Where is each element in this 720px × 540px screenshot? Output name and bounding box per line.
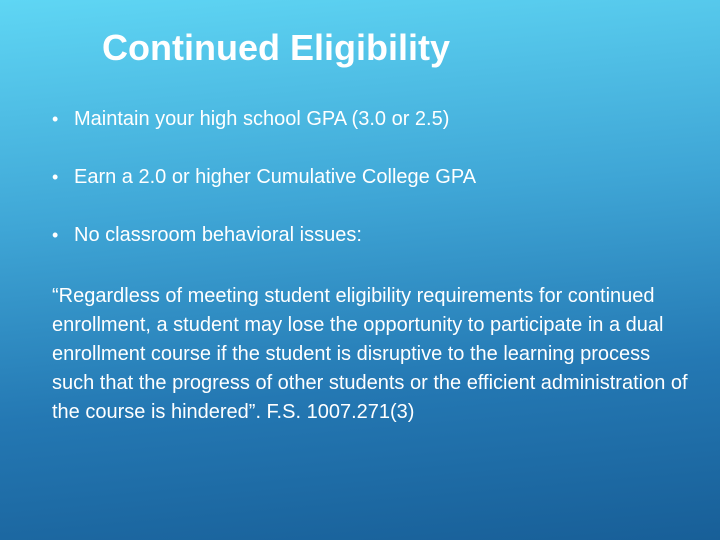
bullet-list: [52, 104, 692, 278]
bullet-item: [52, 104, 692, 162]
bullet-text: No classroom behavioral issues:: [74, 224, 362, 246]
bullet-item: [52, 162, 692, 220]
bullet-text: Maintain your high school GPA (3.0 or 2.5): [74, 108, 450, 130]
slide-title: Continued Eligibility: [102, 27, 450, 68]
bullet-item: [52, 220, 692, 278]
bullet-icon: •: [52, 167, 59, 187]
bullet-text: Earn a 2.0 or higher Cumulative College GPA: [74, 166, 477, 188]
bullet-icon: •: [52, 109, 59, 129]
bullet-icon: •: [52, 225, 59, 245]
statute-quote: “Regardless of meeting student eligibility requirements for continued enrollment, a student may lose the opportunity to participate in a dual enrollment course if the student is disruptive to the learning process such that the progress of other students or the efficient administration of the course is hindered”. F.S. 1007.271(3): [52, 285, 688, 423]
